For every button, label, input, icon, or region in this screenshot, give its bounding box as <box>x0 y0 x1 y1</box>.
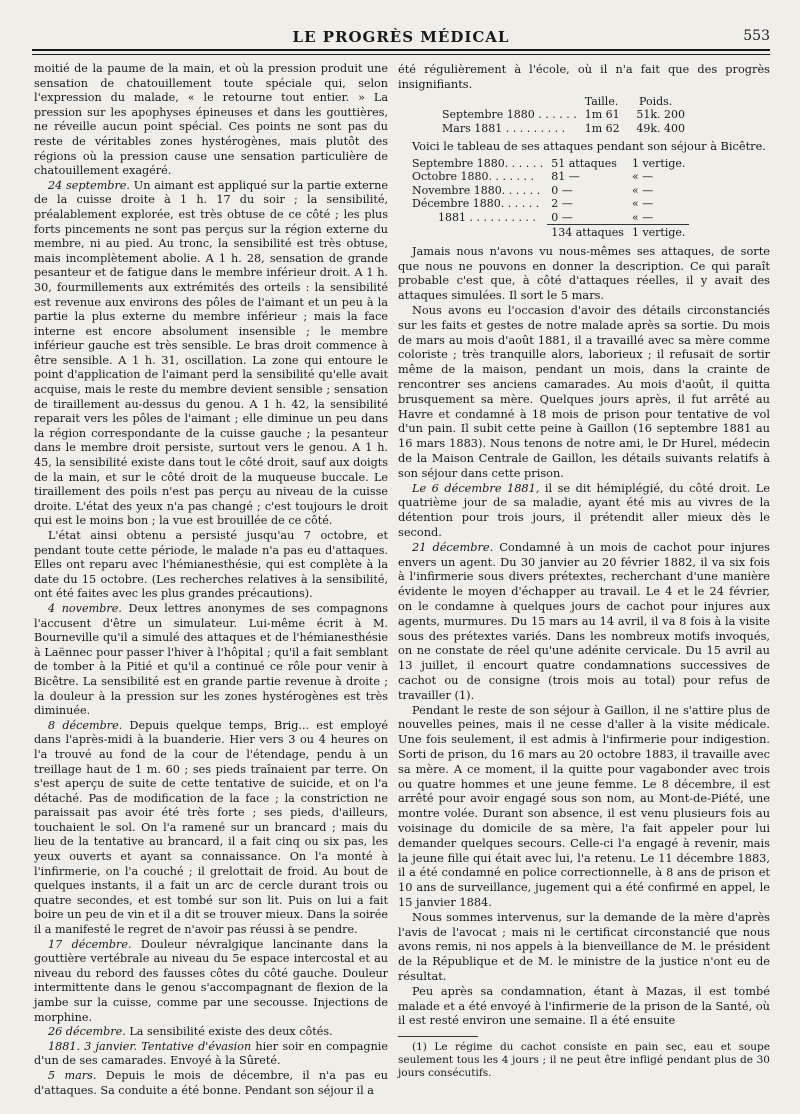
paragraph: 1881. 3 janvier. Tentative d'évasion hier soir en compagnie d'un de ses camarades. Envoyé à la Sûreté. <box>34 1039 388 1068</box>
entry-date: 26 décembre. <box>48 1025 126 1039</box>
paragraph: 24 septembre. Un aimant est appliqué sur la partie externe de la cuisse droite à 1 h. 17 du soir ; la sensibilité, préalablement explorée, est très obtuse de ce côté ; les plus forts pincements ne sont pas perçus sur la région externe du membre, ni au pied. Au tronc, la sensibilité est très obtuse, mais incomplètement abolie. A 1 h. 28, sensation de grande pesanteur et de fatigue dans le membre inférieur droit. A 1 h. 30, fourmillements aux extrémités des orteils : la sensibilité est revenue aux environs des pôles de l'aimant et un peu à la partie la plus externe du membre inférieur ; mais la face interne est encore absolument insensible ; le membre inférieur gauche est très sensible. Le bras droit commence à être sensible. A 1 h. 31, oscillation. La zone qui entoure le point d'application de l'aimant perd la sensibilité qu'elle avait acquise, mais le reste du membre devient sensible ; sensation de tiraillement au-dessus du genou. A 1 h. 42, la sensibilité reparait vers les pôles de l'aimant ; elle diminue un peu dans la région correspondante de la cuisse gauche ; la pesanteur dans le membre droit persiste, surtout vers le genou. A 1 h. 45, la sensibilité existe dans tout le côté droit, sauf aux doigts de la main, et sur le côté droit de la muqueuse buccale. Le tiraillement des poils n'est pas perçu au niveau de la cuisse droite. L'état des yeux n'a pas changé ; c'est toujours le droit qui est le moins bon ; la vue est brouillée de ce côté. <box>34 178 388 528</box>
table-total-row: 134 attaques 1 vertige. <box>408 225 689 240</box>
journal-title: LE PROGRÈS MÉDICAL <box>292 28 510 46</box>
paragraph: 8 décembre. Depuis quelque temps, Brig... est employé dans l'après-midi à la buanderie. Hier vers 3 ou 4 heures on l'a trouvé au fond de la cour de l'étendage, pendu à un treillage haut de 1 m. 60 ; ses pieds traînaient par terre. On s'est aperçu de suite de cette tentative de suicide, et on l'a détaché. Pas de modification de la face ; la constriction ne paraissait pas avoir été très forte ; ses pieds, d'ailleurs, touchaient le sol. On l'a ramené sur un brancard ; mais du lieu de la tentative au brancard, il a fait cinq ou six pas, les yeux ouverts et ayant sa connaissance. On l'a monté à l'infirmerie, on l'a couché ; il grelottait de froid. Au bout de quelques instants, il a fait un arc de cercle durant trois ou quatre secondes, et est tombé sur son lit. Puis on lui a fait boire un peu de vin et il a dit se trouver mieux. Dans la soirée il a manifesté le regret de n'avoir pas réussi à se pendre. <box>34 718 388 937</box>
weight-table <box>438 95 770 136</box>
table-row: Décembre 1880. . . . . . 2 — « — <box>412 197 654 211</box>
table-row: Septembre 1880. . . . . . 51 attaques 1 vertige. <box>412 156 686 170</box>
paragraph: 17 décembre. Douleur névralgique lancinante dans la gouttière vertébrale au niveau du 5e espace intercostal et au niveau du rebord des fausses côtes du côté gauche. Douleur intermittente dans le genou s'accompagnant de flexion de la jambe sur la cuisse, comme par une secousse. Injections de morphine. <box>34 937 388 1024</box>
paragraph: L'état ainsi obtenu a persisté jusqu'au 7 octobre, et pendant toute cette période, le malade n'a pas eu d'attaques. Elles ont reparu avec l'hémianesthésie, qui est complète à la date du 15 octobre. (Les recherches relatives à la sensibilité, ont été faites avec les plus grandes précautions). <box>34 529 388 601</box>
entry-date: 24 septembre. <box>48 178 130 192</box>
entry-date: Le 6 décembre 1881, <box>412 480 540 495</box>
footnote <box>398 1041 770 1080</box>
page-header <box>32 28 770 48</box>
entry-date: 1881. 3 janvier. Tentative d'évasion <box>48 1039 252 1053</box>
paragraph: Peu après sa condamnation, étant à Mazas, il est tombé malade et a été envoyé à l'infirmerie de la prison de la Santé, où il est resté environ une semaine. Il a été ensuite <box>398 983 770 1028</box>
entry-date: 8 décembre. <box>48 718 123 732</box>
attacks-table <box>408 157 770 240</box>
paragraph: Jamais nous n'avons vu nous-mêmes ses attaques, de sorte que nous ne pouvons en donner la description. Ce qui paraît probable c'est que, à côté d'attaques réelles, il y avait des attaques simulées. Il sort le 5 mars. <box>398 243 770 303</box>
footnote-divider <box>398 1036 478 1037</box>
table-header: Taille. <box>584 94 619 108</box>
paragraph: Pendant le reste de son séjour à Gaillon, il ne s'attire plus de nouvelles peines, mais il ne cesse d'aller à la visite médicale. Une fois seulement, il est admis à l'infirmerie pour indigestion. Sorti de prison, du 16 mars au 20 octobre 1883, il travaille avec sa mère. A ce moment, il la quitte pour vagabonder avec trois ou quatre hommes et une jeune femme. Le 8 décembre, il est arrêté pour avoir engagé sous son nom, au Mont-de-Piété, une montre volée. Durant son absence, il est venu plusieurs fois au voisinage du domicile de sa mère, l'a fait appeler pour lui demander quelques secours. Celle-ci l'a engagé à revenir, mais la jeune fille qui était avec lui, l'a retenu. Le 11 décembre 1883, il a été condamné en police correctionnelle, à 8 ans de prison et 10 ans de surveillance, jugement qui a été confirmé en appel, le 15 janvier 1884. <box>398 702 770 909</box>
table-row: Septembre 1880 . . . . . . 1m 61 51k. 200 <box>442 108 685 122</box>
table-row: 1881 . . . . . . . . . . 0 — « — <box>438 210 654 224</box>
left-column <box>34 62 388 1098</box>
paragraph: 5 mars. Depuis le mois de décembre, il n'a pas eu d'attaques. Sa conduite a été bonne. Pendant son séjour il a <box>34 1068 388 1097</box>
paragraph: 4 novembre. Deux lettres anonymes de ses compagnons l'accusent d'être un simulateur. Lui-même écrit à M. Bourneville qu'il a simulé des attaques et de l'hémianesthésie à Laënnec pour passer l'hiver à l'hôpital ; qu'il a fait semblant de tomber à la Pitié et qu'il a continué ce rôle pour venir à Bicêtre. La sensibilité est en grande partie revenue à droite ; la douleur à la pression sur les zones hystérogènes est très diminuée. <box>34 601 388 718</box>
footnote-text: (1) Le régime du cachot consiste en pain sec, eau et soupe seulement tous les 4 jours ; il ne peut être infligé pendant plus de 30 jours consécutifs. <box>398 1041 770 1080</box>
table-header <box>438 95 581 109</box>
table-header: Poids. <box>639 94 673 108</box>
paragraph: moitié de la paume de la main, et où la pression produit une sensation de chatouillement toute spéciale qui, selon l'expression du malade, « le retourne tout entier. » La pression sur les apophyses épineuses et dans les gouttières, ne réveille aucun point spécial. Ces points ne sont pas du reste de véritables zones hystérogènes, mais plutôt des régions où la pression cause une sensation particulière de chatouillement exagéré. <box>34 62 388 178</box>
paragraph: Voici le tableau de ses attaques pendant son séjour à Bicêtre. <box>412 139 766 154</box>
paragraph: Nous avons eu l'occasion d'avoir des détails circonstanciés sur les faits et gestes de notre malade après sa sortie. Du mois de mars au mois d'août 1881, il a travaillé avec sa mère comme coloriste ; très tranquille alors, laborieux ; il refusait de sortir même de la maison, pendant un mois, dans la crainte de rencontrer ses anciens camarades. Au mois d'août, il quitta brusquement sa mère. Quelques jours après, il fut arrêté au Havre et condamné à 18 mois de prison pour tentative de vol d'un pain. Il subit cette peine à Gaillon (16 septembre 1881 au 16 mars 1883). Nous tenons de notre ami, le Dr Hurel, médecin de la Maison Centrale de Gaillon, les détails suivants relatifs à son séjour dans cette prison. <box>398 303 770 480</box>
header-rule-thick <box>32 49 770 51</box>
table-row: Octobre 1880. . . . . . . 81 — « — <box>412 170 654 184</box>
paragraph: Le 6 décembre 1881, il se dit hémiplégié, du côté droit. Le quatrième jour de sa maladie, ayant été mis au vivres de la détention pour trois jours, il prétendit aller mieux dès le second. <box>398 480 770 540</box>
header-rule-thin <box>32 54 770 55</box>
entry-date: 21 décembre. <box>412 539 494 554</box>
entry-date: 17 décembre. <box>48 937 132 951</box>
entry-date: 5 mars. <box>48 1068 97 1082</box>
page-number: 553 <box>743 28 770 44</box>
table-row: Mars 1881 . . . . . . . . . 1m 62 49k. 400 <box>442 121 685 135</box>
paragraph: été régulièrement à l'école, où il n'a fait que des progrès insignifiants. <box>398 62 770 91</box>
paragraph: Nous sommes intervenus, sur la demande de la mère d'après l'avis de l'avocat ; mais ni le certificat circonstancié que nous avons remis, ni nos appels à la bienveillance de M. le président de la République et de M. le ministre de la justice n'ont eu de résultat. <box>398 909 770 983</box>
right-column <box>398 62 770 1080</box>
paragraph: 26 décembre. La sensibilité existe des deux côtés. <box>48 1025 333 1039</box>
paragraph: 21 décembre. Condamné à un mois de cachot pour injures envers un agent. Du 30 janvier au 20 février 1882, il va six fois à l'infirmerie sous divers prétextes, recherchant d'une manière évidente le moyen d'échapper au travail. Le 4 et le 24 février, on le condamne à quelques jours de cachot pour injures aux agents, murmures. Du 15 mars au 14 avril, il va 8 fois à la visite sous des prétextes variés. Dans les nombreux motifs invoqués, on ne constate de réel qu'une adénite cervicale. Du 15 avril au 13 juillet, il encourt quatre condamnations successives de cachot ou de consigne (trois mois au total) pour refus de travailler (1). <box>398 539 771 702</box>
entry-date: 4 novembre. <box>48 601 122 615</box>
table-row: Novembre 1880. . . . . . 0 — « — <box>412 183 654 197</box>
